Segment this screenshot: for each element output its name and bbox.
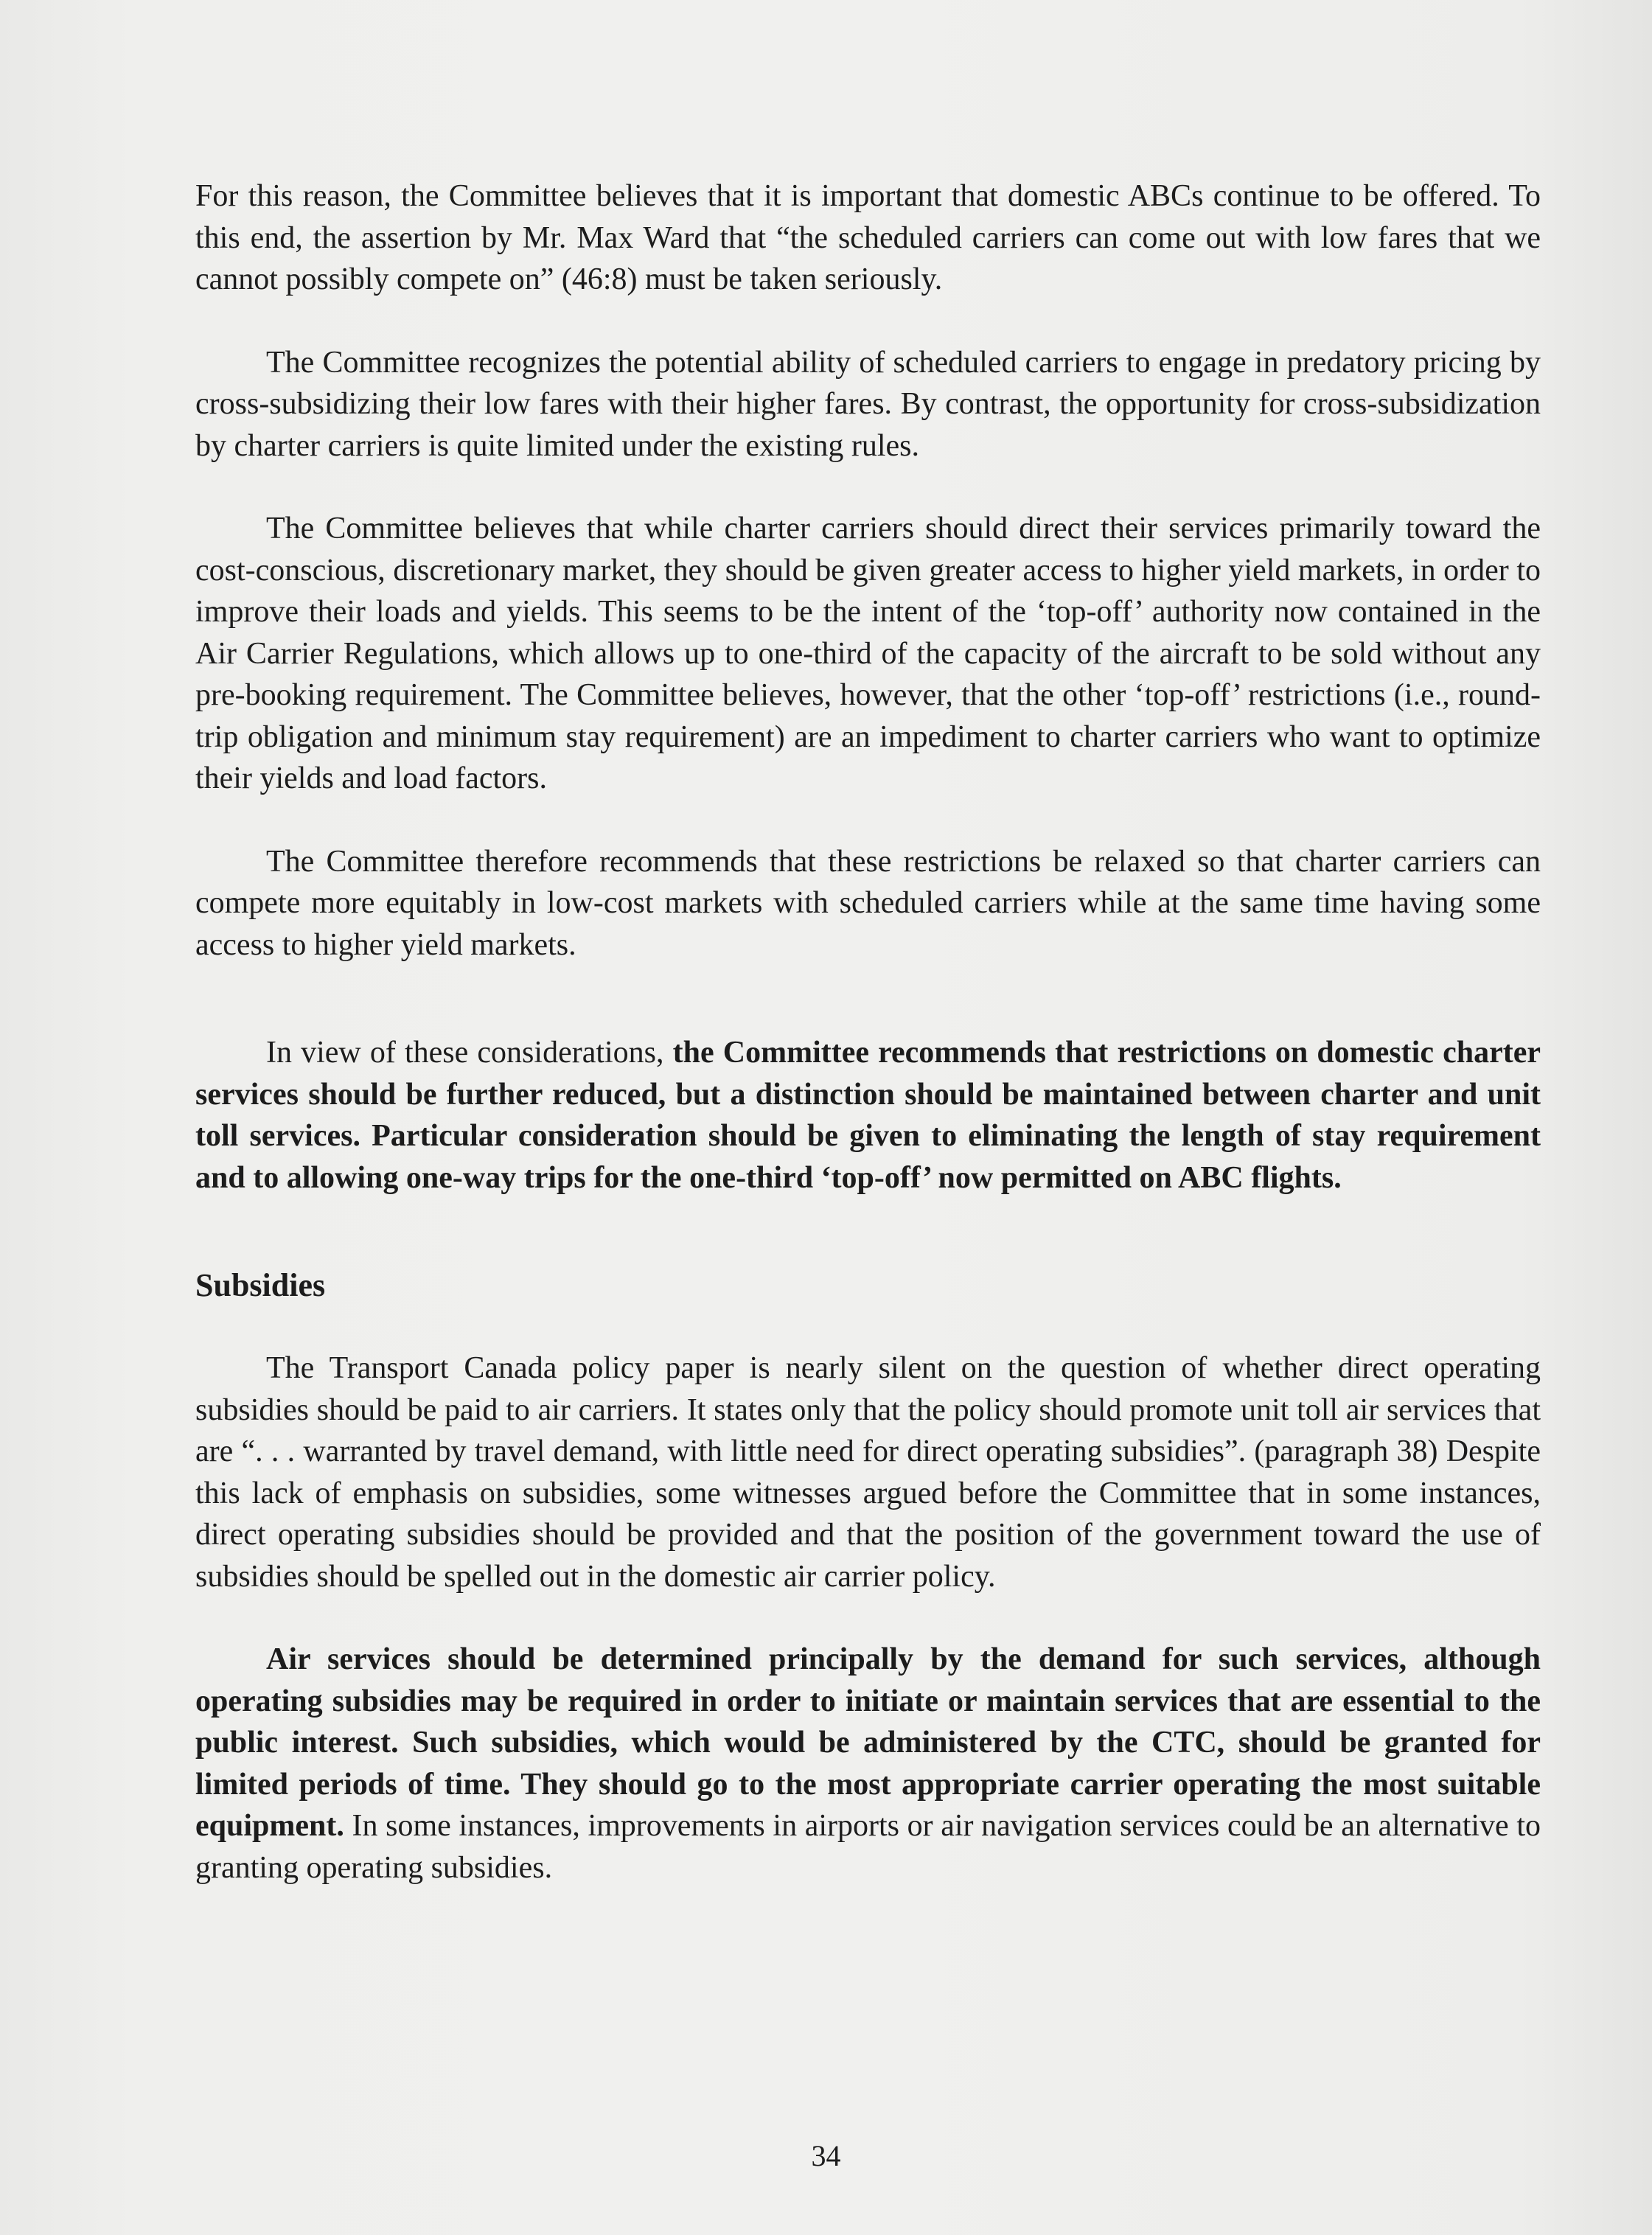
recommendation-bold-text: the Committee recommends that restrictions on domestic charter services should be further reduced, but a distinction should be maintained between charter and unit toll services. Particular consideration should be given to eliminating the length of stay requirement and to allowing one-way trips for the one-third ‘top-off’ now permitted on ABC flights. xyxy=(195,1036,1541,1195)
section-spacer xyxy=(195,1199,1541,1265)
paragraph-subsidy-recommendation xyxy=(195,1639,1541,1889)
paragraph-spacer xyxy=(195,1306,1541,1347)
paragraph-top-off-authority: The Committee believes that while charter carriers should direct their services primarily toward the cost-conscious, discretionary market, they should be given greater access to higher yield markets, in order to improve their loads and yields. This seems to be the intent of the ‘top-off’ authority now contained in the Air Carrier Regulations, which allows up to one-third of the capacity of the aircraft to be sold without any pre-booking requirement. The Committee believes, however, that the other ‘top-off’ restrictions (i.e., round-trip obligation and minimum stay requirement) are an impediment to charter carriers who want to optimize their yields and load factors. xyxy=(195,512,1541,795)
paragraph-relax-restrictions: The Committee therefore recommends that these restrictions be relaxed so that charter carriers can compete more equitably in low-cost markets with scheduled carriers while at the same time having some access to higher yield markets. xyxy=(195,844,1541,962)
page-number: 34 xyxy=(811,2139,841,2172)
subsidy-recommendation-bold-text: Air services should be determined principally by the demand for such services, although operating subsidies may be required in order to initiate or maintain services that are essential to the public interest. Such subsidies, which would be administered by the CTC, should be granted for limited periods of time. They should go to the most appropriate carrier operating the most suitable equipment. xyxy=(195,1642,1541,1843)
text-column xyxy=(195,175,1541,1889)
paragraph-spacer xyxy=(195,966,1541,1032)
subsidy-recommendation-rest: In some instances, improvements in airports or air navigation services could be an alternative to granting operating subsidies. xyxy=(195,1809,1541,1885)
section-heading-subsidies: Subsidies xyxy=(195,1267,326,1303)
paragraph-charter-recommendation xyxy=(195,1032,1541,1199)
paragraph-predatory-pricing: The Committee recognizes the potential ability of scheduled carriers to engage in predatory pricing by cross-subsidizing their low fares with their higher fares. By contrast, the opportunity for cross-subsidization by charter carriers is quite limited under the existing rules. xyxy=(195,345,1541,463)
paragraph-spacer xyxy=(195,1597,1541,1639)
paragraph-abc-continuation: For this reason, the Committee believes that it is important that domestic ABCs continue to be offered. To this end, the assertion by Mr. Max Ward that “the scheduled carriers can come out with low fares that we cannot possibly compete on” (46:8) must be taken seriously. xyxy=(195,179,1541,296)
paragraph-policy-paper-subsidies: The Transport Canada policy paper is nearly silent on the question of whether direct operating subsidies should be paid to air carriers. It states only that the policy should promote unit toll air services that are “. . . warranted by travel demand, with little need for direct operating subsidies”. (paragraph 38) Despite this lack of emphasis on subsidies, some witnesses argued before the Committee that in some instances, direct operating subsidies should be provided and that the position of the government toward the use of subsidies should be spelled out in the domestic air carrier policy. xyxy=(195,1351,1541,1594)
paragraph-spacer xyxy=(195,301,1541,342)
paragraph-spacer xyxy=(195,800,1541,841)
paragraph-spacer xyxy=(195,467,1541,508)
recommendation-lead-in: In view of these considerations, xyxy=(266,1036,673,1070)
